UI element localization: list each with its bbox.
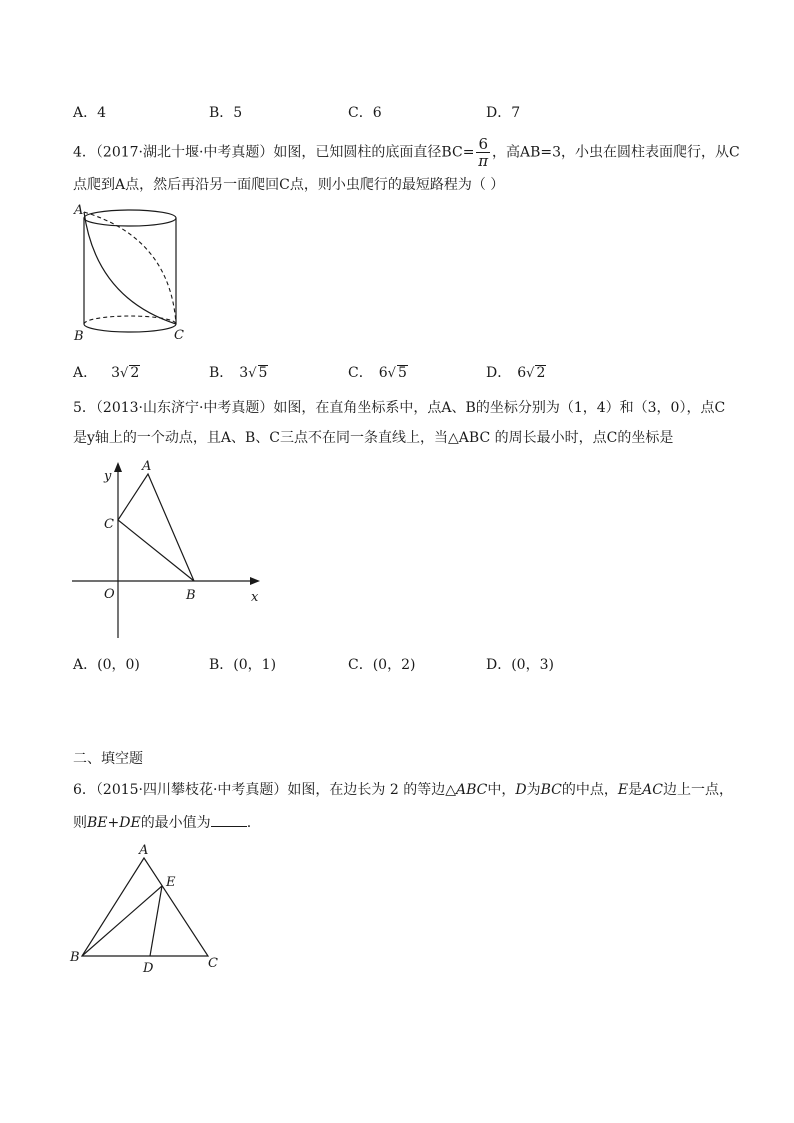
label-C: C — [174, 328, 184, 343]
q5-option-d: D．(0，3) — [486, 657, 554, 673]
vertex-label-B: B — [70, 950, 80, 965]
q4-text-pre: 4．（2017·湖北十堰·中考真题）如图，已知圆柱的底面直径BC= — [73, 144, 475, 161]
x-arrow-icon — [250, 577, 260, 585]
q4-option-c: C． 6√ 5 — [348, 365, 407, 381]
point-label-C: C — [104, 517, 114, 532]
q4-text-post: ，高AB=3，小虫在圆柱表面爬行，从C — [491, 144, 740, 161]
triangle-ABC — [118, 474, 194, 581]
q4-line2: 点爬到A点，然后再沿另一面爬回C点，则小虫爬行的最短路程为（ ） — [73, 177, 505, 193]
point-label-A: A — [142, 459, 152, 474]
answer-blank — [211, 812, 247, 827]
q6-line2: 则BE+DE的最小值为 . — [73, 812, 251, 833]
q3-option-a: A．4 — [73, 105, 107, 121]
label-A: A — [74, 203, 84, 218]
point-label-B: B — [186, 588, 196, 603]
q5-option-c: C．(0，2) — [348, 657, 416, 673]
triangle-ABC — [82, 858, 208, 956]
axis-label-x: x — [251, 590, 259, 605]
q5-line2: 是y轴上的一个动点，且A、B、C三点不在同一条直线上，当△ABC 的周长最小时，点C的坐标是 — [73, 430, 674, 446]
point-label-O: O — [104, 587, 115, 602]
cylinder-bottom-front — [84, 324, 176, 332]
q6-line1: 6．（2015·四川攀枝花·中考真题）如图，在边长为 2 的等边△ABC中，D为BC的中点，E是AC边上一点， — [73, 782, 733, 798]
q4-option-a: A． 3√ 2 — [73, 365, 140, 381]
section-heading-fill-blank: 二、填空题 — [73, 751, 143, 767]
vertex-label-C: C — [208, 956, 218, 971]
axis-label-y: y — [104, 469, 112, 484]
q5-option-b: B．(0，1) — [209, 657, 277, 673]
q5-line1: 5．（2013·山东济宁·中考真题）如图，在直角坐标系中，点A、B的坐标分别为（1，4）和（3，0），点C — [73, 400, 726, 416]
path-back — [84, 212, 176, 324]
q3-option-b: B．5 — [209, 105, 243, 121]
q4-frac-den: π — [478, 152, 489, 170]
segment-DE — [150, 886, 162, 956]
q5-option-a: A．(0，0) — [73, 657, 140, 673]
q4-option-b: B． 3√ 5 — [209, 365, 268, 381]
point-label-E: E — [166, 875, 176, 890]
y-arrow-icon — [114, 462, 122, 472]
cylinder-figure — [70, 198, 190, 346]
q3-option-d: D．7 — [486, 105, 521, 121]
cylinder-bottom-back — [84, 316, 176, 324]
coordinate-figure — [68, 458, 268, 643]
q4-fraction — [476, 136, 490, 169]
point-label-D: D — [143, 961, 154, 976]
vertex-label-A: A — [139, 843, 149, 858]
label-B: B — [74, 329, 84, 344]
q4-line1 — [73, 136, 740, 169]
q3-option-c: C．6 — [348, 105, 382, 121]
q4-frac-num: 6 — [478, 135, 488, 153]
cylinder-top-ellipse — [84, 210, 176, 226]
equilateral-triangle-figure — [66, 840, 226, 976]
q4-option-d: D． 6√ 2 — [486, 365, 546, 381]
segment-BE — [82, 886, 162, 956]
path-front — [84, 212, 176, 324]
